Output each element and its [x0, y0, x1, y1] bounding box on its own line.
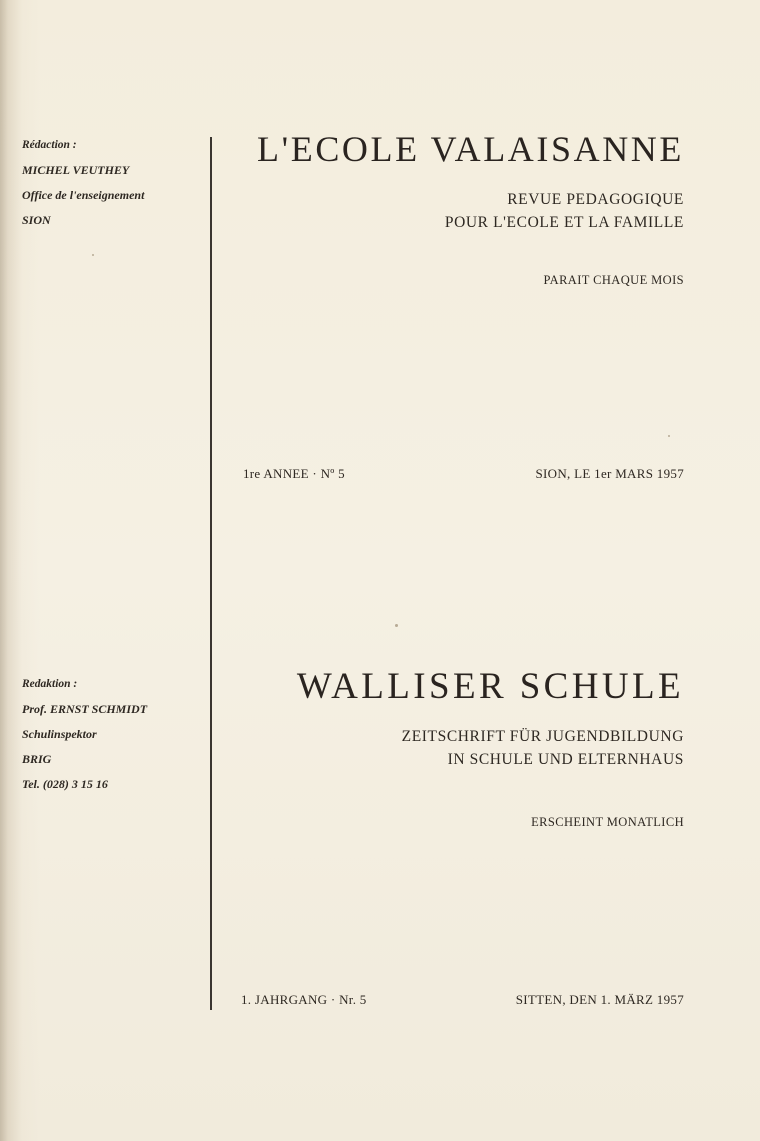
french-editorial-heading: Rédaction :: [22, 139, 77, 151]
german-subtitle-line-1: ZEITSCHRIFT FÜR JUGENDBILDUNG: [401, 728, 684, 745]
german-phone: Tel. (028) 3 15 16: [22, 777, 108, 791]
french-subtitle: [445, 188, 684, 234]
french-issue-number: 1re ANNEE · Nº 5: [243, 466, 345, 481]
french-frequency: PARAIT CHAQUE MOIS: [543, 273, 684, 287]
french-editor-name: MICHEL VEUTHEY: [22, 163, 130, 177]
german-editor-name: Prof. ERNST SCHMIDT: [22, 702, 148, 716]
paper-speck: [92, 254, 94, 256]
french-subtitle-line-1: REVUE PEDAGOGIQUE: [507, 191, 684, 208]
paper-speck: [395, 624, 398, 627]
french-city: SION: [22, 213, 51, 227]
french-title: L'ECOLE VALAISANNE: [257, 129, 684, 169]
french-editorial-info: [22, 133, 144, 233]
paper-speck: [668, 435, 670, 437]
french-subtitle-line-2: POUR L'ECOLE ET LA FAMILLE: [444, 214, 684, 231]
vertical-divider: [210, 137, 212, 1010]
german-city: BRIG: [22, 752, 52, 766]
german-issue-number: 1. JAHRGANG · Nr. 5: [241, 992, 367, 1007]
german-editorial-info: [22, 672, 147, 797]
german-title: WALLISER SCHULE: [296, 666, 684, 707]
german-editorial-heading: Redaktion :: [22, 678, 78, 690]
french-date: SION, LE 1er MARS 1957: [535, 466, 684, 481]
german-frequency: ERSCHEINT MONATLICH: [531, 815, 684, 829]
german-subtitle-line-2: IN SCHULE UND ELTERNHAUS: [447, 751, 684, 768]
french-office: Office de l'enseignement: [22, 188, 145, 202]
german-date: SITTEN, DEN 1. MÄRZ 1957: [515, 992, 684, 1007]
german-subtitle: [402, 725, 684, 771]
german-role: Schulinspektor: [22, 727, 97, 741]
